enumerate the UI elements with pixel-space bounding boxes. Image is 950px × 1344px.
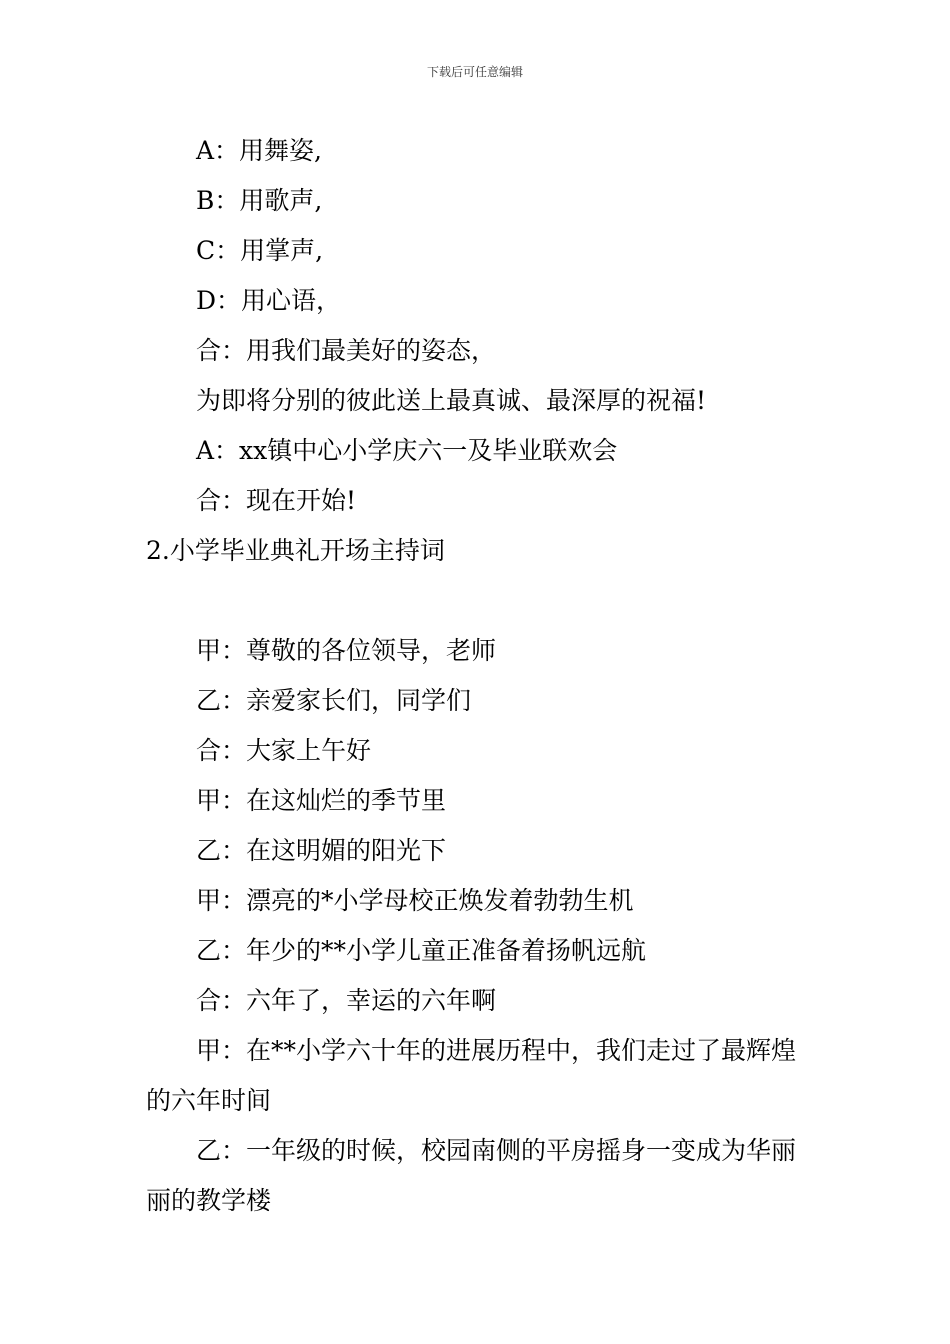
script-line: 乙：亲爱家长们，同学们 (196, 686, 472, 715)
script-line: 合：用我们最美好的姿态， (196, 336, 497, 365)
script-line: A：用舞姿, (196, 136, 323, 165)
page-header-note: 下载后可任意编辑 (426, 65, 523, 79)
script-line: D：用心语， (196, 286, 342, 315)
document-body (146, 126, 810, 1226)
script-line: 为即将分别的彼此送上最真诚、最深厚的祝福! (196, 386, 707, 415)
script-line: 合：现在开始! (196, 486, 357, 515)
script-paragraph: 乙：一年级的时候，校园南侧的平房摇身一变成为华丽丽的教学楼 (146, 1136, 797, 1215)
section-heading: 2.小学毕业典礼开场主持词 (146, 536, 445, 565)
script-line: 甲：在这灿烂的季节里 (196, 786, 447, 815)
script-line: 乙：年少的**小学儿童正准备着扬帆远航 (196, 936, 647, 965)
script-line: 合：六年了，幸运的六年啊 (196, 986, 497, 1015)
script-line: 合：大家上午好 (196, 736, 372, 765)
script-line: 甲：尊敬的各位领导，老师 (196, 636, 497, 665)
script-line: B：用歌声, (196, 186, 323, 215)
script-paragraph: 甲：在**小学六十年的进展历程中，我们走过了最辉煌的六年时间 (146, 1036, 797, 1115)
script-line: 甲：漂亮的*小学母校正焕发着勃勃生机 (196, 886, 634, 915)
script-line: A：xx镇中心小学庆六一及毕业联欢会 (196, 436, 618, 465)
blank-line (146, 576, 810, 626)
script-line: C：用掌声, (196, 236, 324, 265)
script-line: 乙：在这明媚的阳光下 (196, 836, 447, 865)
